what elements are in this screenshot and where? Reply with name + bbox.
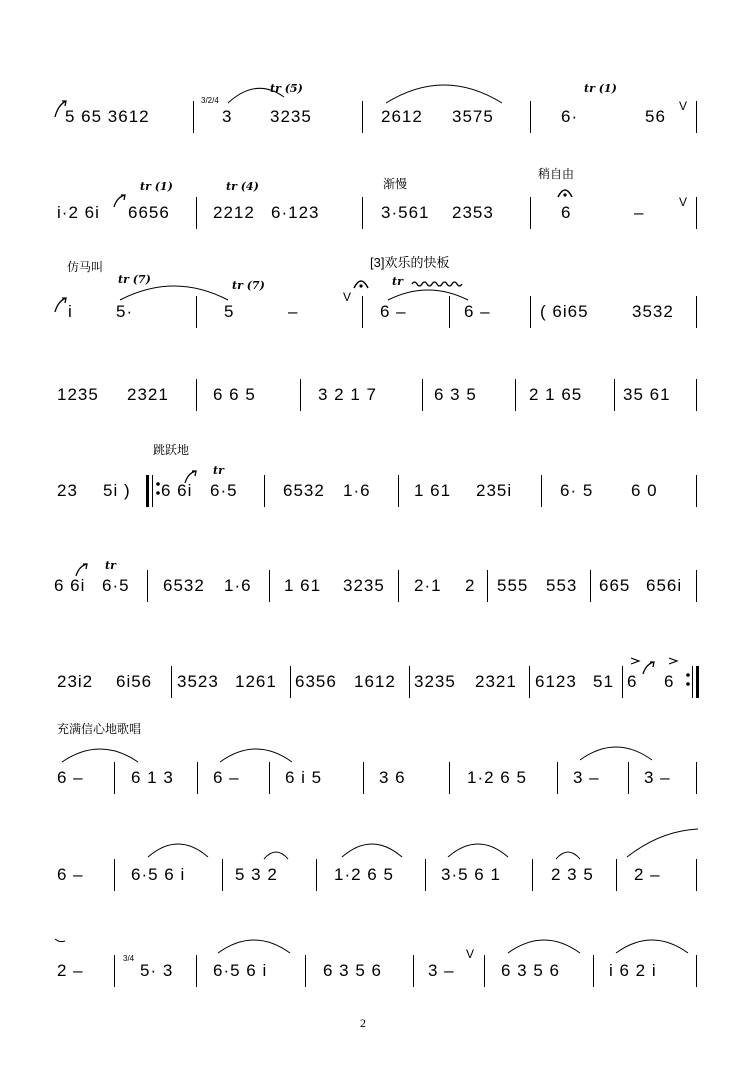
note-group: 5 65 3612: [65, 107, 150, 126]
note-group: i: [68, 302, 73, 321]
barline: [696, 296, 697, 328]
barline: [614, 379, 615, 411]
tempo-marking: 渐慢: [383, 177, 408, 191]
barline: [222, 859, 223, 891]
note-group: 1 61: [414, 481, 452, 500]
note-group: 3·561: [381, 203, 430, 222]
note-group: 3235: [270, 107, 312, 126]
note-group: 6i56: [116, 672, 153, 691]
barline: [316, 859, 317, 891]
note-group: 1612: [354, 672, 396, 691]
note-group: 6·5: [210, 481, 238, 500]
barline: [264, 475, 265, 507]
time-signature: 3/4: [123, 954, 135, 963]
note-group: 6 1 3: [131, 768, 174, 787]
note-group: 6356: [295, 672, 337, 691]
barline: [529, 666, 530, 698]
barline: [114, 859, 115, 891]
barline: [422, 379, 423, 411]
barline: [628, 762, 629, 794]
barline: [196, 379, 197, 411]
note-group: 1·2 6 5: [334, 865, 394, 884]
barline: [290, 666, 291, 698]
barline: [363, 762, 364, 794]
note-group: 6656: [128, 203, 170, 222]
note-group: 235i: [476, 481, 513, 500]
note-group: 2: [465, 576, 476, 595]
barline: [484, 955, 485, 987]
note-group: 3523: [177, 672, 219, 691]
trill-mark: tr (7): [232, 279, 265, 292]
barline: [197, 762, 198, 794]
note-group: 6 –: [464, 302, 491, 321]
breath-mark: V: [466, 947, 475, 961]
note-group: 23: [57, 481, 78, 500]
note-group: 6 3 5: [434, 385, 477, 404]
barline: [171, 666, 172, 698]
barline: [305, 955, 306, 987]
note-group: 3 2 1 7: [318, 385, 377, 404]
repeat-end-thick: [696, 666, 699, 698]
note-group: 665: [599, 576, 631, 595]
trill-mark: tr: [213, 464, 224, 477]
trill-mark: tr (1): [584, 82, 617, 95]
barline: [449, 296, 450, 328]
slur: [554, 849, 582, 861]
expression-marking: 充满信心地歌唱: [57, 722, 142, 736]
slur: [384, 79, 504, 105]
note-group: 2 3 5: [551, 865, 594, 884]
barline: [425, 859, 426, 891]
note-group: 6: [627, 672, 638, 691]
barline: [622, 666, 623, 698]
barline: [696, 762, 697, 794]
tempo-marking: 稍自由: [538, 167, 575, 181]
accent-marks: [629, 656, 683, 666]
repeat-dots: [685, 670, 691, 690]
barline: [362, 296, 363, 328]
fermata: [353, 278, 369, 290]
barline: [114, 762, 115, 794]
barline: [398, 475, 399, 507]
note-group: 5 3 2: [235, 865, 278, 884]
note-group: i·2 6i: [57, 203, 100, 222]
note-group: ( 6i65: [540, 302, 589, 321]
barline: [398, 570, 399, 602]
note-group: 1235: [57, 385, 99, 404]
note-group: 6 6i: [161, 481, 193, 500]
barline: [409, 666, 410, 698]
note-group: 2612: [381, 107, 423, 126]
barline: [449, 762, 450, 794]
slur: [506, 935, 582, 955]
note-group: 6532: [163, 576, 205, 595]
barline: [300, 379, 301, 411]
note-group: 6· 5: [560, 481, 594, 500]
barline: [362, 197, 363, 229]
note-group: 6 6 5: [213, 385, 256, 404]
slur: [218, 744, 294, 764]
section-heading: [3]欢乐的快板: [370, 255, 450, 270]
barline: [515, 379, 516, 411]
note-group: 6: [561, 203, 572, 222]
note-group: 6·5 6 i: [131, 865, 186, 884]
technique-marking: 仿马叫: [67, 260, 104, 274]
breath-mark: V: [679, 195, 688, 209]
trill-mark: tr (7): [118, 273, 151, 286]
note-group: 3532: [632, 302, 674, 321]
barline: [196, 296, 197, 328]
slur: [578, 742, 654, 762]
trill-mark: tr (5): [270, 82, 303, 95]
barline: [530, 197, 531, 229]
barline: [114, 955, 115, 987]
barline: [696, 197, 697, 229]
barline: [696, 955, 697, 987]
note-group: 1261: [235, 672, 277, 691]
note-group: i 6 2 i: [609, 961, 657, 980]
grace-note-arrow: [54, 296, 68, 316]
barline: [269, 762, 270, 794]
note-group: 5· 3: [140, 961, 174, 980]
fermata: [557, 187, 573, 199]
tie-end: [54, 937, 66, 945]
barline: [147, 570, 148, 602]
barline: [193, 101, 194, 133]
trill-mark: tr: [392, 275, 403, 288]
note-group: 656i: [646, 576, 683, 595]
barline: [590, 570, 591, 602]
note-group: 6 –: [380, 302, 407, 321]
barline: [269, 570, 270, 602]
repeat-start-thick: [146, 475, 149, 507]
repeat-start-thin: [152, 475, 153, 507]
barline: [530, 296, 531, 328]
note-group: 6123: [535, 672, 577, 691]
page-number: 2: [360, 1016, 366, 1030]
trill-mark: tr: [105, 559, 116, 572]
note-group: 23i2: [57, 672, 94, 691]
note-group: 3575: [452, 107, 494, 126]
grace-note-arrow: [113, 193, 127, 211]
barline: [196, 955, 197, 987]
breath-mark: V: [679, 99, 688, 113]
barline: [530, 101, 531, 133]
dash: –: [634, 203, 645, 222]
trill-mark: tr (4): [226, 180, 259, 193]
barline: [362, 101, 363, 133]
barline: [593, 955, 594, 987]
note-group: 3235: [414, 672, 456, 691]
note-group: 1 61: [284, 576, 322, 595]
barline: [413, 955, 414, 987]
note-group: 1·2 6 5: [467, 768, 527, 787]
trill-mark: tr (1): [140, 180, 173, 193]
repeat-end-thin: [692, 666, 693, 698]
note-group: 6 6i: [54, 576, 86, 595]
note-group: 2321: [127, 385, 169, 404]
slur: [340, 839, 404, 859]
barline: [196, 197, 197, 229]
slur: [446, 839, 510, 859]
dash: –: [288, 302, 299, 321]
note-group: 6 –: [57, 768, 84, 787]
note-group: 6·: [561, 107, 579, 126]
note-group: 6·5 6 i: [213, 961, 268, 980]
barline: [696, 101, 697, 133]
note-group: 2·1: [414, 576, 442, 595]
slur: [625, 831, 700, 859]
barline: [532, 859, 533, 891]
barline: [696, 859, 697, 891]
note-group: 2353: [452, 203, 494, 222]
slur: [386, 286, 470, 302]
note-group: 56: [645, 107, 666, 126]
note-group: 553: [546, 576, 578, 595]
note-group: 2321: [475, 672, 517, 691]
note-group: 1·6: [343, 481, 371, 500]
barline: [487, 570, 488, 602]
barline: [557, 762, 558, 794]
note-group: 5: [224, 302, 235, 321]
note-group: 6 –: [213, 768, 240, 787]
barline: [696, 379, 697, 411]
barline: [696, 570, 697, 602]
note-group: 6532: [283, 481, 325, 500]
barline: [541, 475, 542, 507]
expression-marking: 跳跃地: [153, 443, 190, 457]
note-group: 2 1 65: [529, 385, 583, 404]
note-group: 2 –: [57, 961, 84, 980]
note-group: 6 –: [57, 865, 84, 884]
note-group: 1·6: [224, 576, 252, 595]
note-group: 3 –: [644, 768, 671, 787]
slur: [614, 935, 690, 955]
note-group: 3·5 6 1: [441, 865, 501, 884]
note-group: 5i ): [103, 481, 131, 500]
note-group: 3 –: [428, 961, 455, 980]
slur: [146, 839, 210, 859]
note-group: 6·5: [102, 576, 130, 595]
note-group: 3: [222, 107, 233, 126]
note-group: 3235: [343, 576, 385, 595]
slur: [118, 282, 230, 304]
slur: [262, 849, 290, 861]
note-group: 2212: [213, 203, 255, 222]
barline: [616, 859, 617, 891]
note-group: 3 6: [379, 768, 406, 787]
note-group: 2 –: [634, 865, 661, 884]
note-group: 6·123: [271, 203, 320, 222]
note-group: 6: [664, 672, 675, 691]
note-group: 6 3 5 6: [323, 961, 382, 980]
note-group: 6 3 5 6: [501, 961, 560, 980]
slur: [216, 935, 292, 955]
note-group: 6 0: [631, 481, 658, 500]
note-group: 6 i 5: [285, 768, 323, 787]
barline: [696, 475, 697, 507]
note-group: 35 61: [623, 385, 671, 404]
time-signature: 3/2/4: [201, 96, 219, 105]
note-group: 555: [497, 576, 529, 595]
breath-mark: V: [343, 290, 352, 304]
slur: [60, 744, 140, 764]
note-group: 3 –: [573, 768, 600, 787]
note-group: 5·: [116, 302, 134, 321]
note-group: 51: [593, 672, 614, 691]
